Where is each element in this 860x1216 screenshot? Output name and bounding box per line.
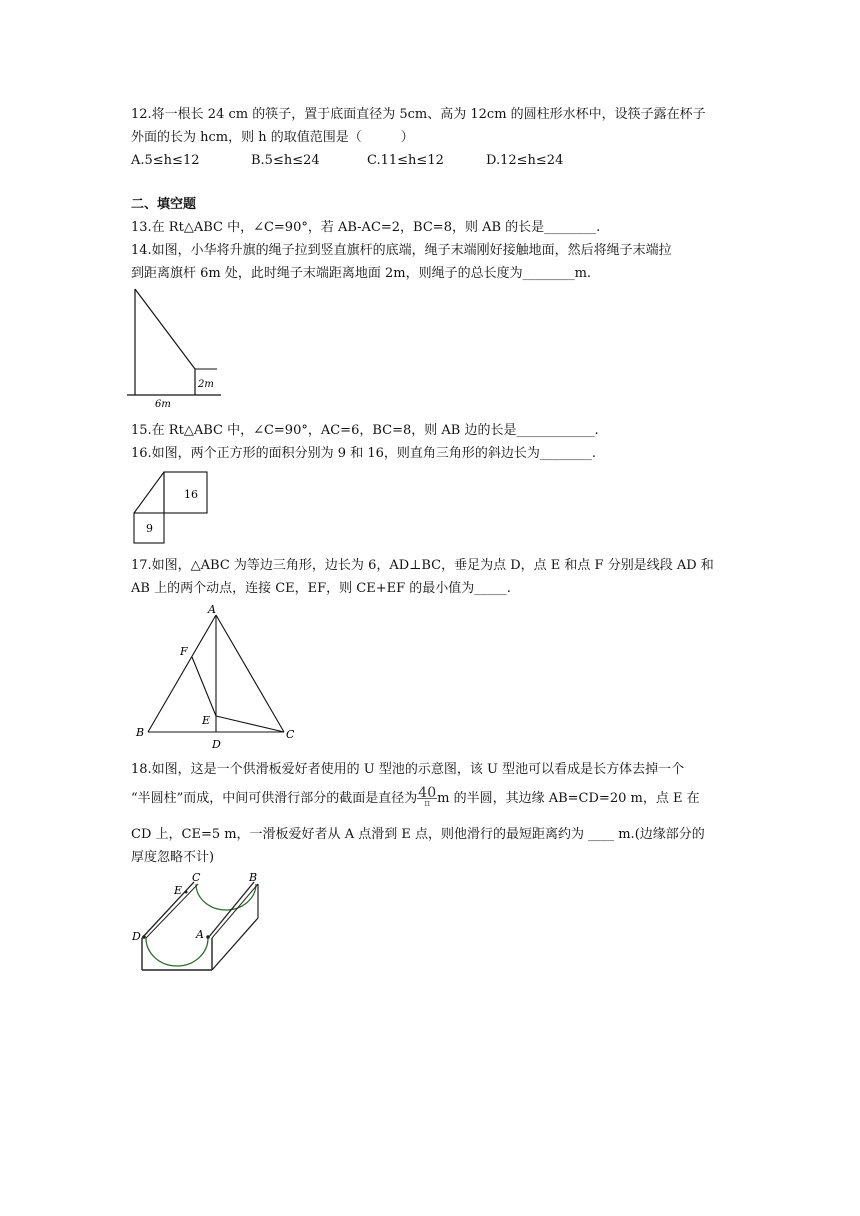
diameter-fraction <box>417 785 437 809</box>
q16-text: 16.如图，两个正方形的面积分别为 9 和 16，则直角三角形的斜边长为________. <box>131 446 597 461</box>
q18-line2 <box>131 784 761 814</box>
q13-text: 13.在 Rt△ABC 中，∠C=90°，若 AB-AC=2，BC=8，则 AB 的长是________. <box>131 220 601 235</box>
fraction-denominator: π <box>424 799 431 809</box>
q12-option-a: A.5≤h≤12 <box>131 153 200 168</box>
q12-option-c: C.11≤h≤12 <box>367 153 444 168</box>
label-a: A <box>196 928 204 941</box>
q14-line2: 到距离旗杆 6m 处，此时绳子末端距离地面 2m，则绳子的总长度为________m. <box>131 266 592 281</box>
point-d <box>142 935 146 939</box>
point-e <box>185 891 188 894</box>
q18-line2-end: m 的半圆，其边缘 AB=CD=20 m，点 E 在 <box>437 791 700 806</box>
q14-flagpole-figure <box>125 287 225 409</box>
label-d: D <box>212 738 221 751</box>
q17-line2: AB 上的两个动点，连接 CE，EF，则 CE+EF 的最小值为_____. <box>131 581 511 596</box>
label-c: C <box>192 871 201 884</box>
edge-dc-inner <box>146 884 198 938</box>
triangle-hypotenuse <box>134 472 164 513</box>
small-square-label: 9 <box>146 522 153 535</box>
fraction-numerator: 40 <box>418 785 437 801</box>
edge-bottom-right <box>212 918 258 970</box>
edge-dc <box>142 882 194 938</box>
section-title: 二、填空题 <box>131 197 197 212</box>
q12-options <box>131 149 761 172</box>
label-b: B <box>249 871 258 884</box>
q15-text: 15.在 Rt△ABC 中，∠C=90°，AC=6，BC=8，则 AB 边的长是____________. <box>131 423 599 438</box>
q17-line1: 17.如图，△ABC 为等边三角形，边长为 6，AD⊥BC，垂足为点 D，点 E 和点 F 分别是线段 AD 和 <box>131 558 714 573</box>
q12-option-b: B.5≤h≤24 <box>251 153 320 168</box>
front-semicircle <box>146 938 208 966</box>
label-d: D <box>132 930 141 943</box>
q18-line4: 厚度忽略不计) <box>131 850 215 865</box>
label-e: E <box>202 714 211 727</box>
big-square-label: 16 <box>184 488 198 501</box>
segment-fe <box>192 657 216 716</box>
q18-line1: 18.如图，这是一个供滑板爱好者使用的 U 型池的示意图，该 U 型池可以看成是长方体去掉一个 <box>131 762 685 777</box>
edge-ab-outer <box>212 884 258 938</box>
height-label: 2m <box>198 379 214 390</box>
q18-line2-start: “半圆柱”而成，中间可供滑行部分的截面是直径为 <box>131 791 418 806</box>
side-ac <box>216 615 284 732</box>
q12-line1: 12.将一根长 24 cm 的筷子，置于底面直径为 5cm、高为 12cm 的圆柱形水杯中，设筷子露在杯子 <box>131 107 706 122</box>
q18-u-pool-figure <box>128 870 268 978</box>
label-c: C <box>286 728 295 741</box>
q16-squares-figure <box>130 470 210 545</box>
label-f: F <box>180 645 188 658</box>
q14-line1: 14.如图，小华将升旗的绳子拉到竖直旗杆的底端，绳子末端刚好接触地面，然后将绳子末端拉 <box>131 243 672 258</box>
label-e: E <box>174 884 183 897</box>
q18-line3: CD 上，CE=5 m，一滑板爱好者从 A 点滑到 E 点，则他滑行的最短距离约为 ____ m.(边缘部分的 <box>131 827 705 842</box>
rope-line <box>135 289 195 369</box>
label-a: A <box>208 603 216 616</box>
point-a <box>206 935 210 939</box>
q12-option-d: D.12≤h≤24 <box>486 153 564 168</box>
segment-ec <box>216 716 284 732</box>
base-label: 6m <box>155 399 171 409</box>
q12-line2: 外面的长为 hcm，则 h 的取值范围是（ ） <box>131 130 414 145</box>
label-b: B <box>136 726 145 739</box>
q17-triangle-figure <box>132 600 302 755</box>
